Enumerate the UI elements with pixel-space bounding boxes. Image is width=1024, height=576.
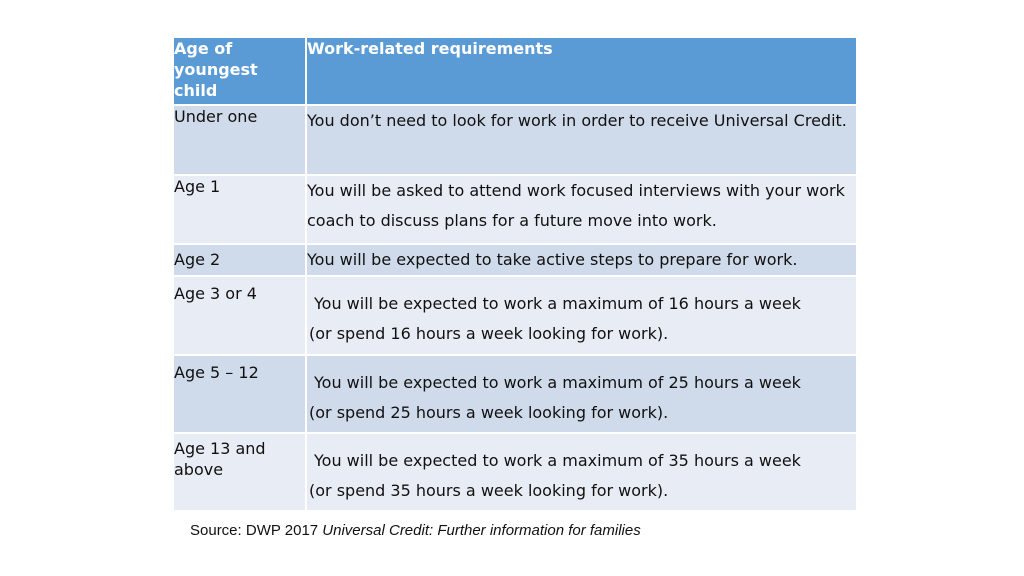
age-cell: Under one [173, 105, 306, 175]
table-row [173, 244, 857, 276]
requirement-line-1: You will be expected to work a maximum of 16 hours a week [314, 294, 801, 313]
table-row [173, 433, 857, 511]
requirement-line-1: You will be expected to work a maximum of 25 hours a week [314, 373, 801, 392]
age-cell: Age 2 [173, 244, 306, 276]
requirement-cell: You don’t need to look for work in order to receive Universal Credit. [306, 105, 857, 175]
source-prefix: Source: DWP 2017 [190, 522, 323, 539]
requirement-line-2: (or spend 35 hours a week looking for work). [309, 481, 669, 500]
requirement-cell: You will be asked to attend work focused interviews with your work coach to discuss plans for a future move into work. [306, 175, 857, 244]
header-age-of-youngest-child: Age of youngest child [173, 37, 306, 105]
work-requirements-table [172, 36, 858, 512]
source-title: Universal Credit: Further information for families [322, 522, 641, 539]
header-work-related-requirements: Work-related requirements [306, 37, 857, 105]
table-header-row [173, 37, 857, 105]
requirement-line-1: You will be expected to work a maximum of 35 hours a week [314, 451, 801, 470]
requirement-line-2: (or spend 25 hours a week looking for work). [309, 403, 669, 422]
table-row [173, 105, 857, 175]
age-cell: Age 3 or 4 [173, 276, 306, 355]
requirement-line-2: (or spend 16 hours a week looking for work). [309, 324, 669, 343]
table-row [173, 355, 857, 433]
requirement-cell [306, 276, 857, 355]
source-citation [190, 522, 641, 539]
requirement-cell [306, 433, 857, 511]
age-cell: Age 5 – 12 [173, 355, 306, 433]
age-cell: Age 13 and above [173, 433, 306, 511]
table-row [173, 175, 857, 244]
requirement-cell [306, 355, 857, 433]
age-cell: Age 1 [173, 175, 306, 244]
requirement-cell: You will be expected to take active steps to prepare for work. [306, 244, 857, 276]
table-row [173, 276, 857, 355]
